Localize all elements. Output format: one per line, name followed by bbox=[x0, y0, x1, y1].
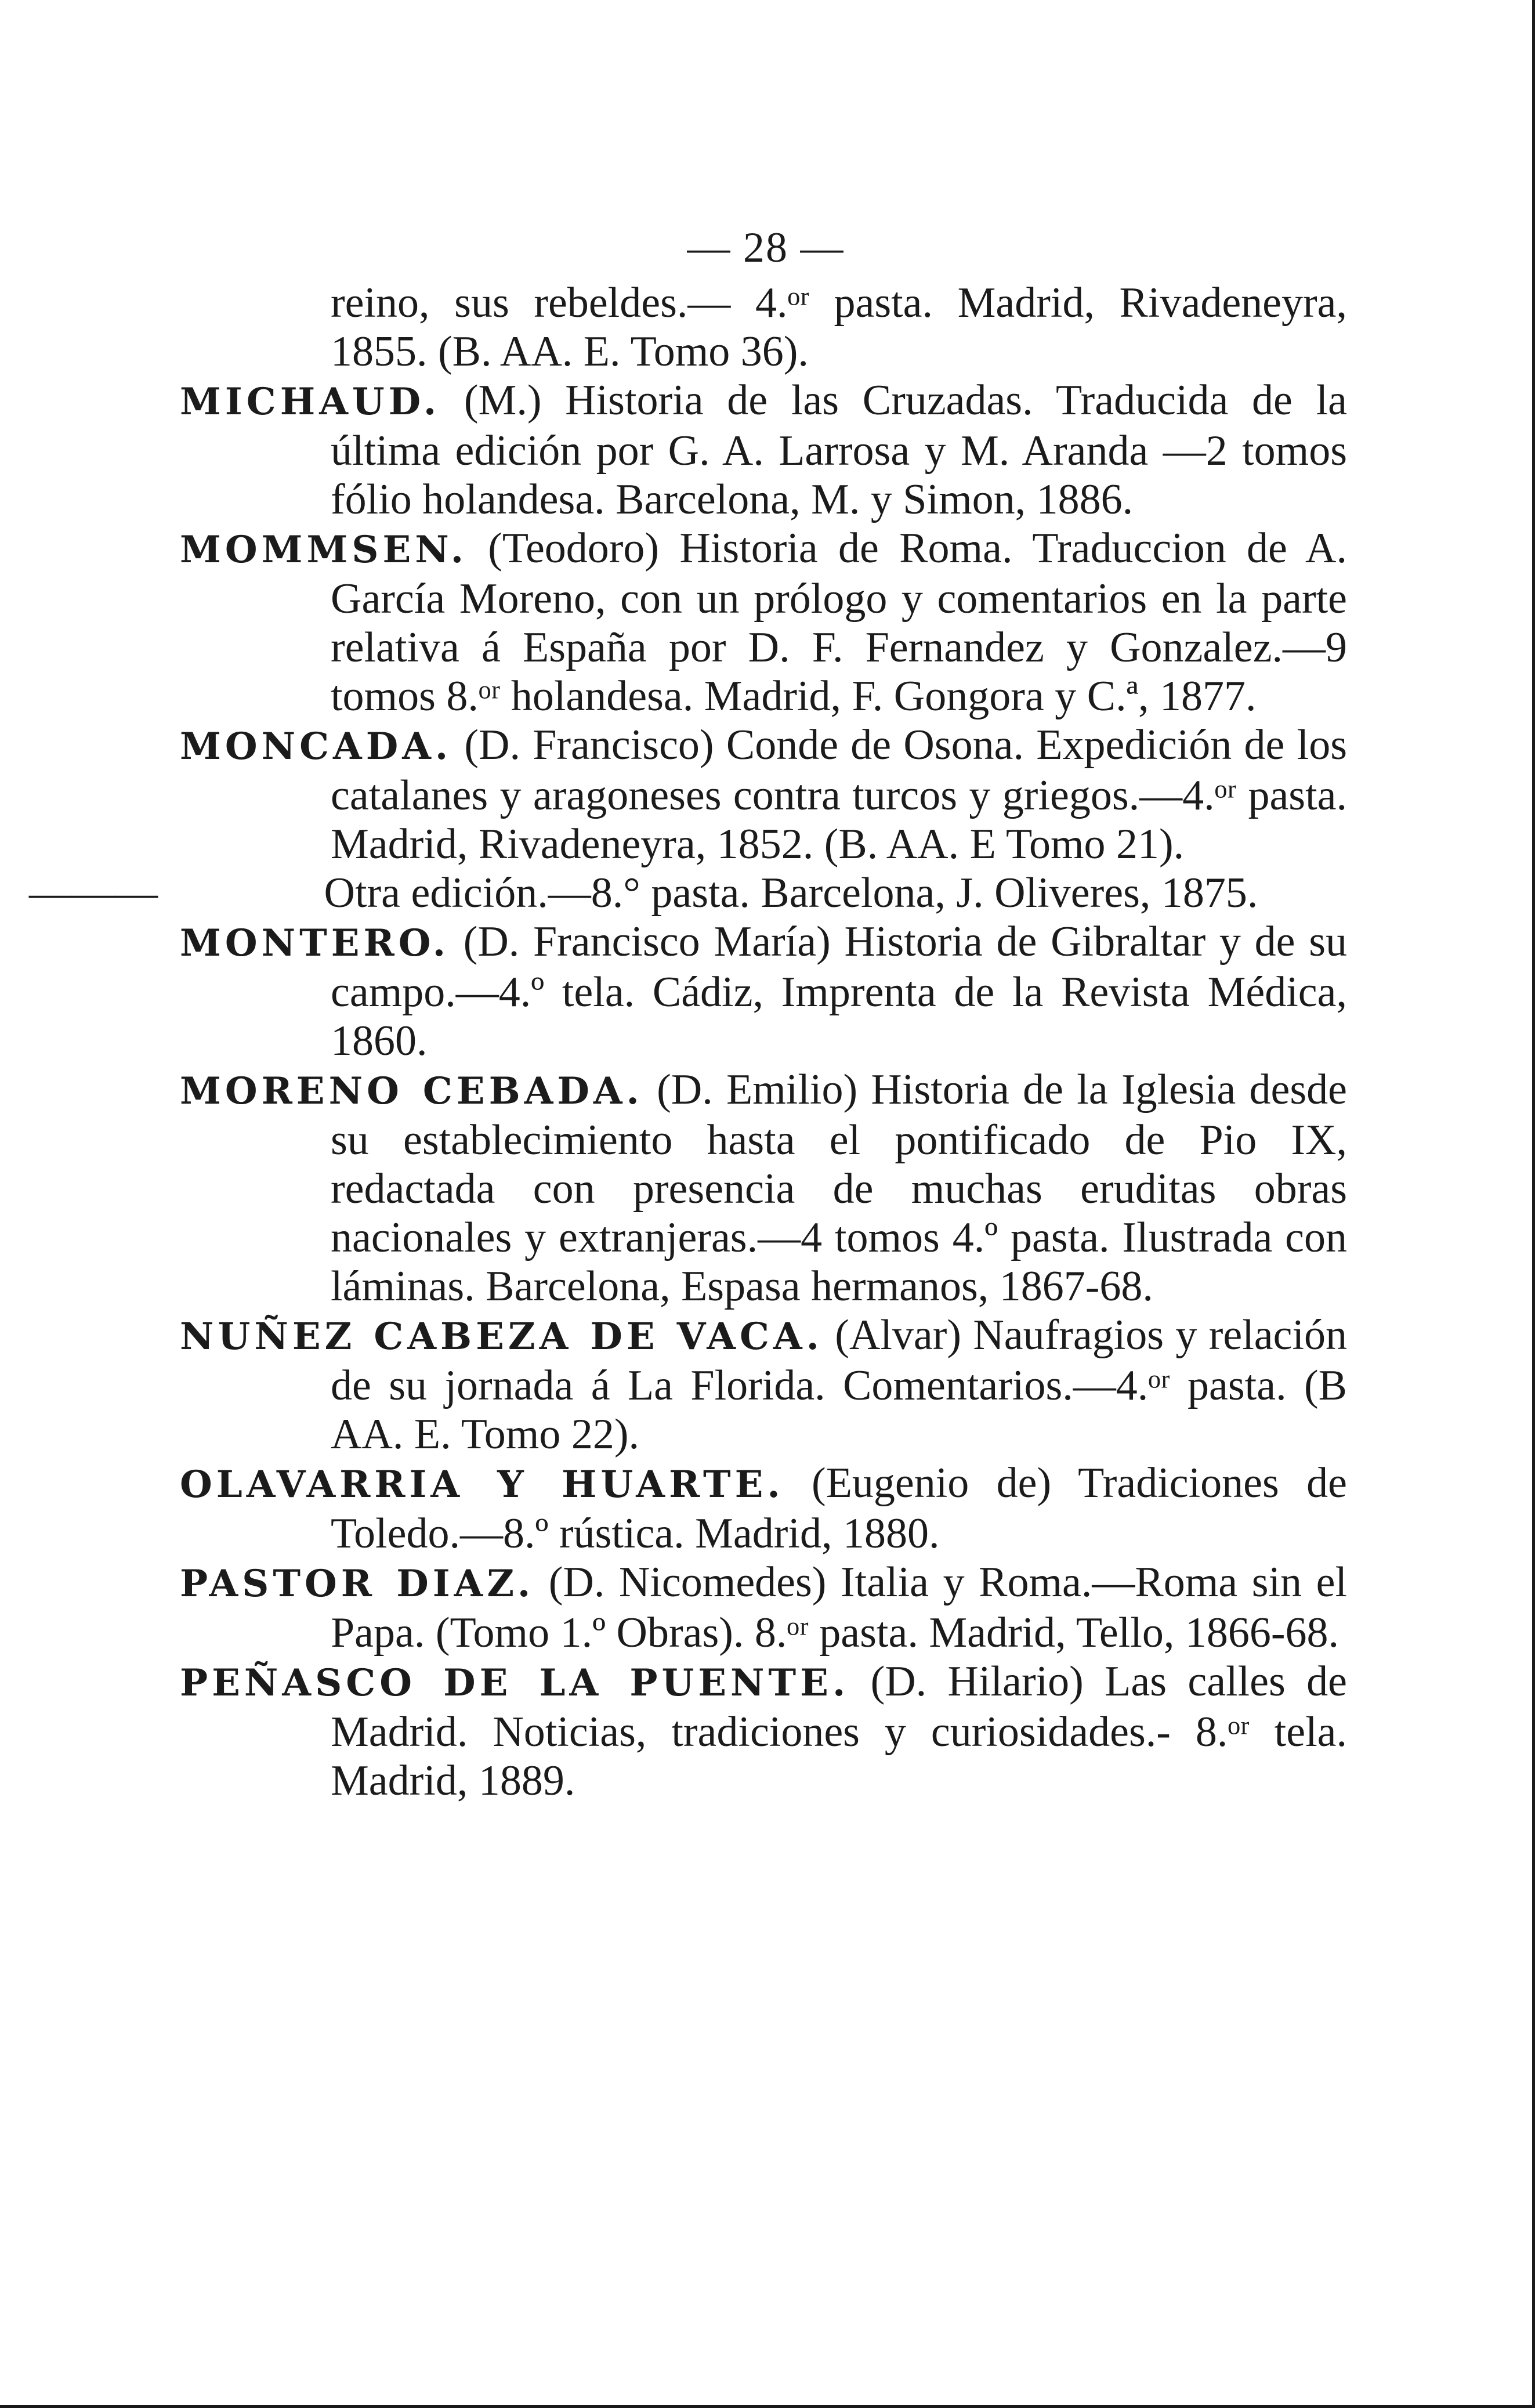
entry-author: MONTERO. bbox=[180, 921, 450, 965]
entry-text: (D. Francisco María) Historia de Gibraltar y de su campo.—4.º tela. Cádiz, Imprenta de la Revista Médica, 1860. bbox=[331, 918, 1347, 1065]
bibliography-list bbox=[0, 279, 1535, 1805]
entry-author: MICHAUD. bbox=[180, 380, 441, 424]
bibliography-entry bbox=[180, 376, 1347, 524]
bibliography-entry bbox=[180, 1311, 1347, 1459]
entry-author: PEÑASCO DE LA PUENTE. bbox=[180, 1661, 850, 1705]
entry-text: (M.) Historia de las Cruzadas. Traducida de la última edición por G. A. Larrosa y M. Aranda —2 tomos fólio holandesa. Barcelona, M. y Simon, 1886. bbox=[331, 377, 1347, 523]
entry-text: (D. Nicomedes) Italia y Roma.—Roma sin el Papa. (Tomo 1.º Obras). 8.ᵒʳ pasta. Madrid, Tello, 1866-68. bbox=[331, 1559, 1348, 1657]
entry-text: reino, sus rebeldes.— 4.ᵒʳ pasta. Madrid, Rivadeneyra, 1855. (B. AA. E. Tomo 36). bbox=[331, 279, 1347, 375]
entry-author: OLAVARRIA Y HUARTE. bbox=[180, 1463, 784, 1506]
bibliography-entry bbox=[180, 917, 1347, 1065]
repeat-author-dash: ——— bbox=[29, 869, 158, 917]
bibliography-entry bbox=[29, 869, 1347, 917]
bibliography-entry bbox=[180, 279, 1347, 376]
entry-author: PASTOR DIAZ. bbox=[180, 1562, 535, 1606]
entry-text: (D. Emilio) Historia de la Iglesia desde su establecimiento hasta el pontificado de Pio IX, redactada con presencia de muchas eruditas obras nacionales y extranjeras.—4 tomos 4.º pasta. Ilustrada con láminas. Barcelona, Espasa hermanos, 1867-68. bbox=[331, 1066, 1348, 1310]
bibliography-entry bbox=[180, 1459, 1347, 1558]
bibliography-entry bbox=[180, 1657, 1347, 1805]
bibliography-entry bbox=[180, 524, 1347, 721]
entry-author: MOMMSEN. bbox=[180, 528, 468, 572]
entry-author: NUÑEZ CABEZA DE VACA. bbox=[180, 1315, 823, 1358]
entry-text: (D. Francisco) Conde de Osona. Expedición de los catalanes y aragoneses contra turcos y griegos.—4.ᵒʳ pasta. Madrid, Rivadeneyra, 1852. (B. AA. E Tomo 21). bbox=[331, 721, 1347, 868]
entry-text: (Teodoro) Historia de Roma. Traduccion de A. García Moreno, con un prólogo y comentarios en la parte relativa á España por D. F. Fernandez y Gonzalez.—9 tomos 8.ᵒʳ holandesa. Madrid, F. Gongora y C.ª, 1877. bbox=[331, 525, 1348, 720]
page-number: — 28 — bbox=[687, 224, 845, 272]
bibliography-entry bbox=[180, 1558, 1347, 1657]
entry-author: MORENO CEBADA. bbox=[180, 1069, 643, 1113]
entry-text: Otra edición.—8.° pasta. Barcelona, J. Oliveres, 1875. bbox=[324, 869, 1258, 917]
entry-text: (Alvar) Naufragios y relación de su jornada á La Florida. Comentarios.—4.ᵒʳ pasta. (B AA. E. Tomo 22). bbox=[331, 1311, 1348, 1458]
entry-text: (Eugenio de) Tradiciones de Toledo.—8.º rústica. Madrid, 1880. bbox=[331, 1459, 1347, 1557]
entry-author: MONCADA. bbox=[180, 725, 452, 768]
entry-text: (D. Hilario) Las calles de Madrid. Noticias, tradiciones y curiosidades.- 8.ᵒʳ tela. Madrid, 1889. bbox=[331, 1658, 1347, 1805]
bibliography-entry bbox=[180, 1065, 1347, 1311]
bibliography-entry bbox=[180, 721, 1347, 869]
